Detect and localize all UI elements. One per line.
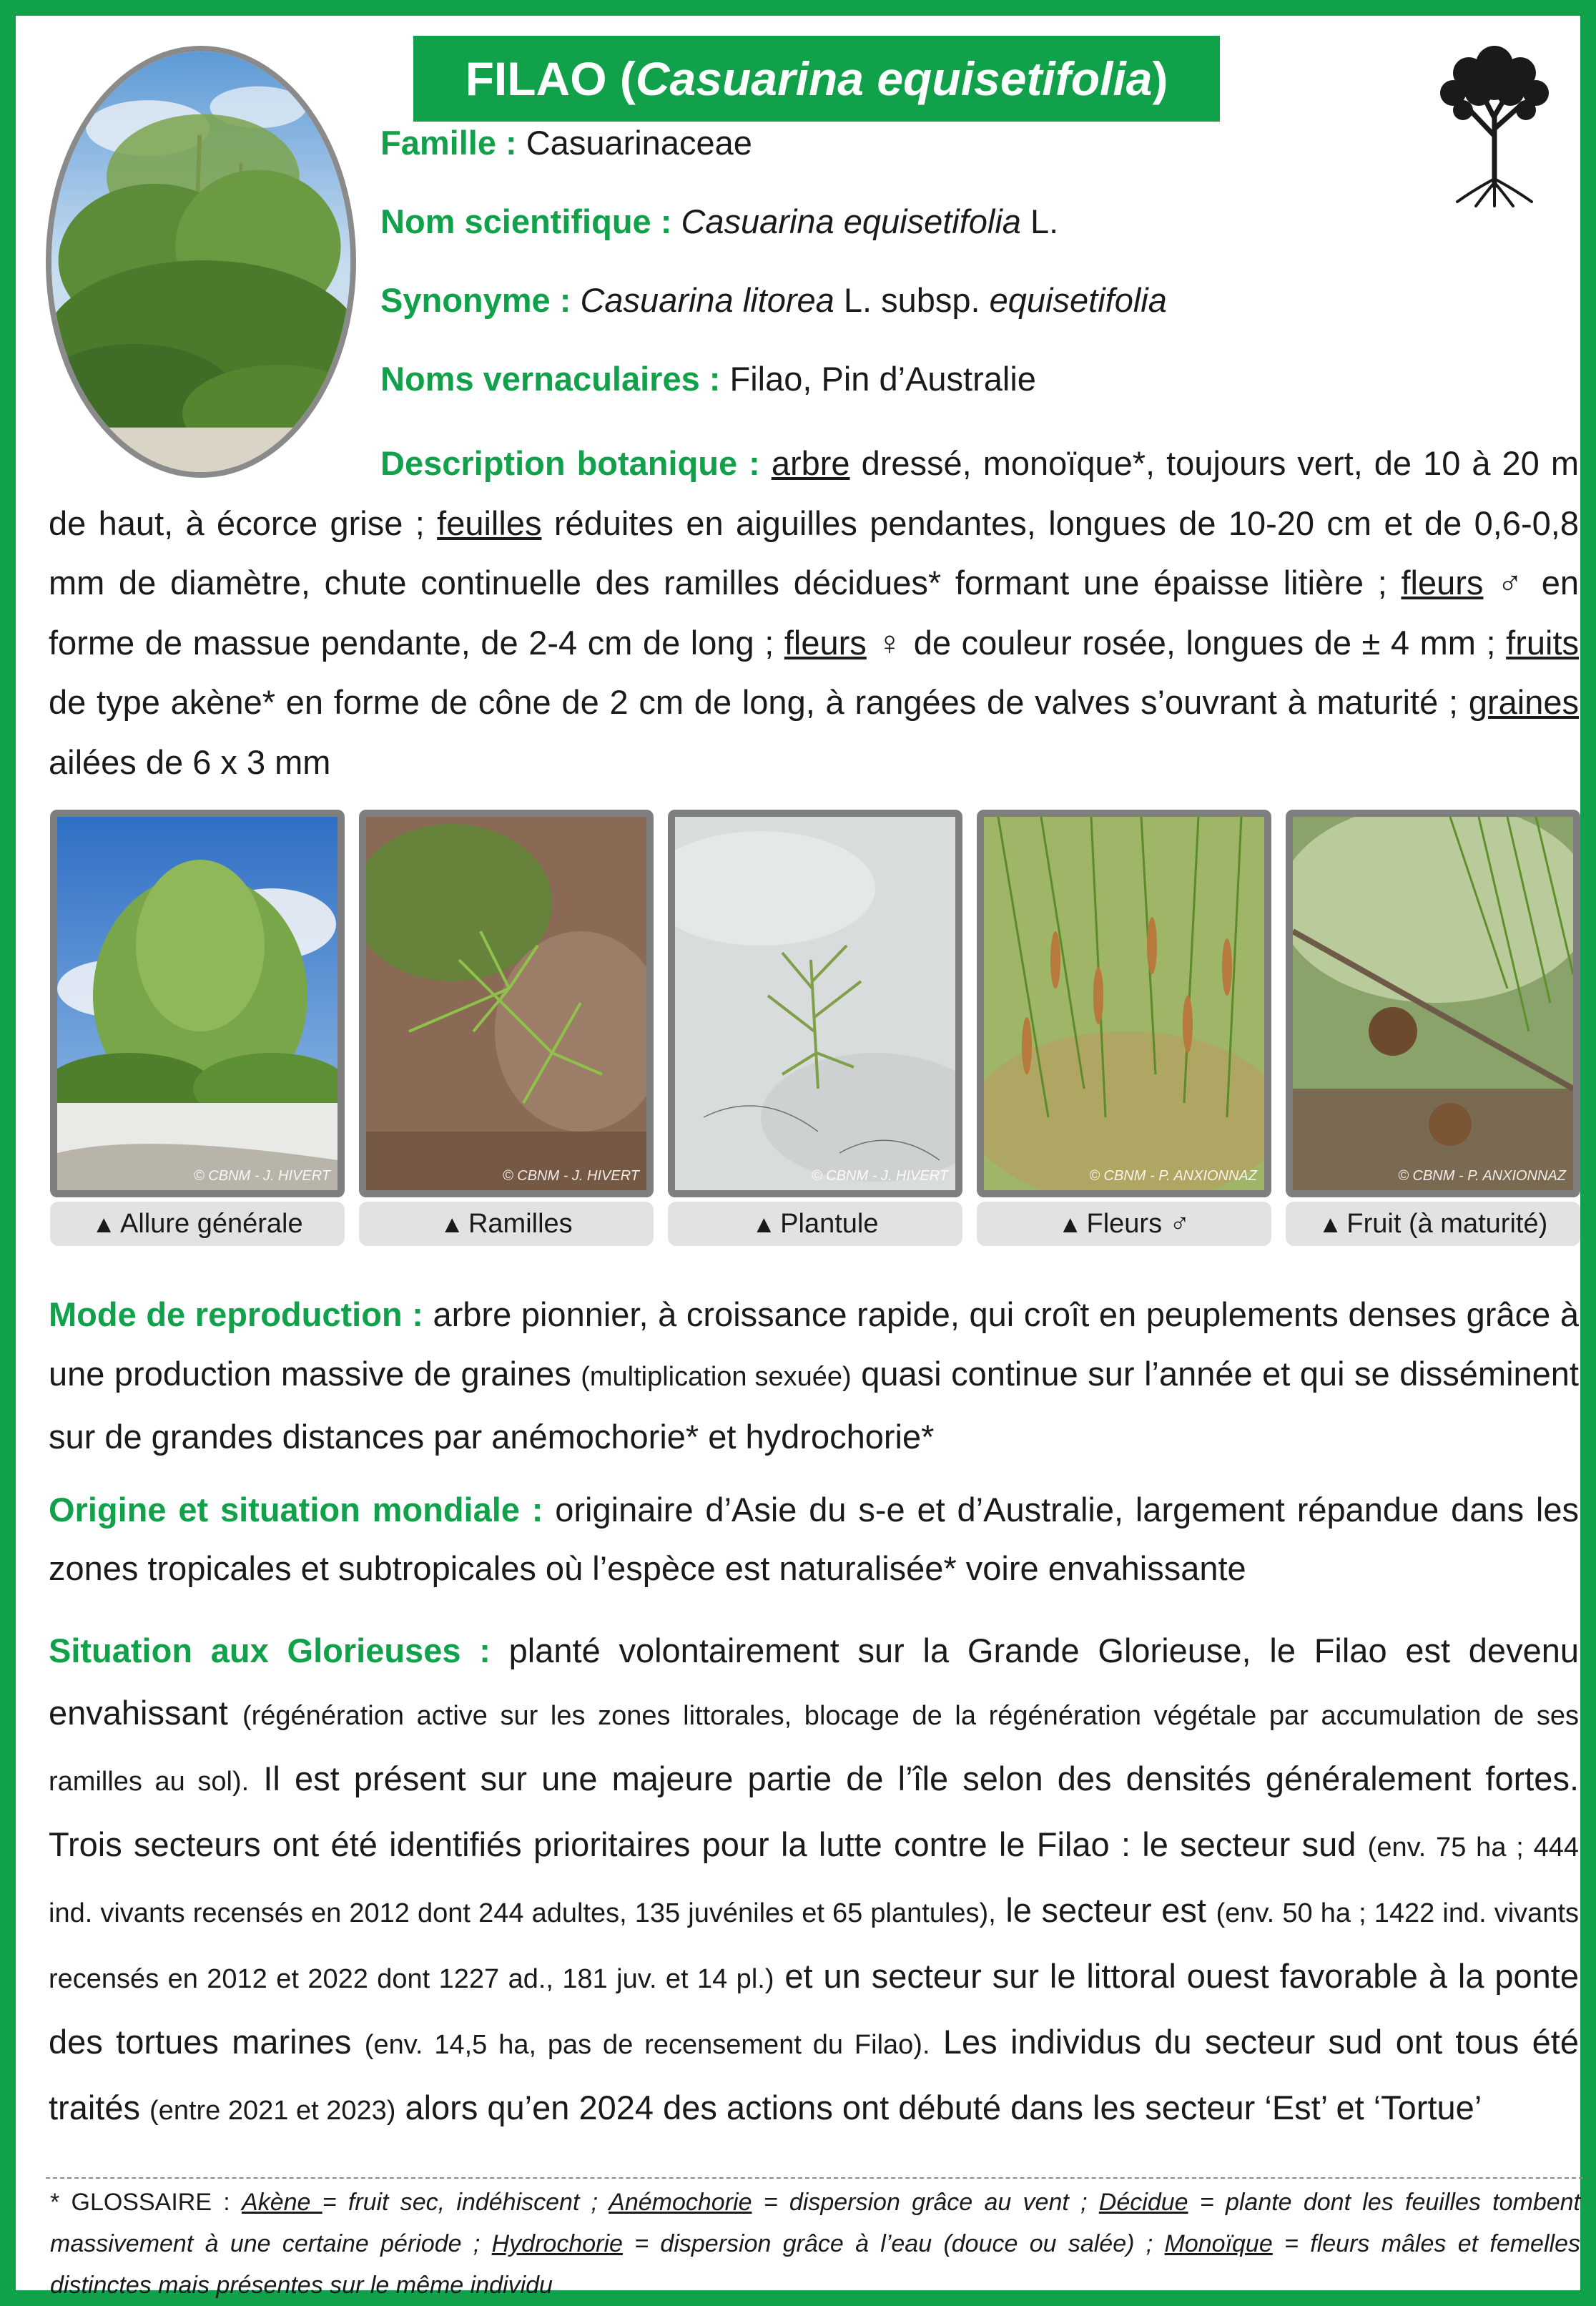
situation-text: planté volontairement sur la Grande Glorieuse, le Filao est devenu envahissant xyxy=(49,1632,1579,1732)
photo-caption xyxy=(359,1202,654,1246)
photo-credit: © CBNM - J. HIVERT xyxy=(193,1168,330,1184)
photo-caption xyxy=(1286,1202,1580,1246)
situation-note: (entre 2021 et 2023) xyxy=(149,2096,396,2126)
situation-note: (env. 50 ha ; 1422 ind. vivants recensés en 2012 et 2022 dont 1227 ad., 181 juv. et 14 pl.) xyxy=(49,1898,1580,1994)
photo-credit: © CBNM - P. ANXIONNAZ xyxy=(1089,1168,1257,1184)
reproduction-label: Mode de reproduction : xyxy=(49,1295,423,1333)
situation-text: Il est présent sur une majeure partie de l’île selon des densités généralement fortes. Trois secteurs ont été identifiés prioritaires pour la lutte contre le Filao : le secteur sud xyxy=(49,1760,1580,1863)
triangle-up-icon: ▲ xyxy=(752,1211,777,1238)
noms-vernaculaires-label: Noms vernaculaires : xyxy=(380,360,721,398)
desc-term: feuilles xyxy=(437,504,542,542)
section-reproduction xyxy=(49,1285,1579,1466)
synonyme-part2: L. subsp. xyxy=(834,281,990,319)
photo-card-fruit xyxy=(1286,810,1580,1246)
tree-photo-oval xyxy=(46,46,356,478)
reproduction-text: arbre pionnier, à croissance rapide, qui croît en peuplements denses grâce à une production massive de graines xyxy=(49,1295,1579,1393)
situation-text: alors qu’en 2024 des actions ont débuté dans les secteur ‘Est’ et ‘Tortue’ xyxy=(395,2089,1482,2126)
photo-credit: © CBNM - J. HIVERT xyxy=(502,1168,639,1184)
origine-label: Origine et situation mondiale : xyxy=(49,1491,543,1529)
situation-label: Situation aux Glorieuses : xyxy=(49,1632,491,1669)
famille-value: Casuarinaceae xyxy=(526,124,752,162)
desc-text: de type akène* en forme de cône de 2 cm de long, à rangées de valves s’ouvrant à maturité ; xyxy=(49,683,1469,721)
situation-text: le secteur est xyxy=(995,1891,1216,1929)
glossary-def: = fruit sec, indéhiscent ; xyxy=(322,2189,609,2216)
desc-text: dressé, monoïque*, toujours vert, de 10 à 20 m de haut, à écorce grise ; xyxy=(49,444,1579,542)
triangle-up-icon: ▲ xyxy=(440,1211,464,1238)
nom-scientifique-value: Casuarina equisetifolia xyxy=(681,202,1021,240)
famille-label: Famille : xyxy=(380,124,517,162)
situation-note: (env. 75 ha ; 444 ind. vivants recensés en 2012 dont 244 adultes, 135 juvéniles et 65 plantules), xyxy=(49,1832,1579,1928)
photo-plantule xyxy=(668,810,962,1197)
photo-ramilles xyxy=(359,810,654,1197)
desc-text: réduites en aiguilles pendantes, longues de 10-20 cm et de 0,6-0,8 mm de diamètre, chute continuelle des ramilles décidues* formant une épaisse litière ; xyxy=(49,504,1579,602)
desc-text: ♂ en forme de massue pendante, de 2-4 cm de long ; xyxy=(49,564,1579,662)
page-title xyxy=(413,36,1220,122)
nom-scientifique-label: Nom scientifique : xyxy=(380,202,672,240)
synonyme-label: Synonyme : xyxy=(380,281,571,319)
tree-logo-icon xyxy=(1432,36,1557,207)
title-scientific-name: Casuarina equisetifolia xyxy=(635,52,1153,105)
desc-text: ailées de 6 x 3 mm xyxy=(49,742,331,781)
title-close-paren: ) xyxy=(1152,52,1168,105)
description-botanique xyxy=(49,433,1579,792)
reproduction-text: quasi continue sur l’année et qui se disséminent sur de grandes distances par anémochorie* et hydrochorie* xyxy=(49,1355,1579,1456)
noms-vernaculaires-value: Filao, Pin d’Australie xyxy=(729,360,1036,398)
glossary-term: Anémochorie xyxy=(609,2189,752,2216)
photo-gallery xyxy=(50,810,1580,1246)
glossary-def: = dispersion grâce au vent ; xyxy=(752,2189,1099,2216)
photo-caption xyxy=(977,1202,1271,1246)
photo-credit: © CBNM - J. HIVERT xyxy=(811,1168,948,1184)
situation-text: et un secteur sur le littoral ouest favorable à la ponte des tortues marines xyxy=(49,1957,1579,2061)
desc-text: ♀ de couleur rosée, longues de ± 4 mm ; xyxy=(866,623,1507,662)
desc-term: fleurs xyxy=(784,623,867,662)
description-label: Description botanique : xyxy=(380,444,760,482)
field-nom-scientifique xyxy=(380,200,1058,243)
section-situation xyxy=(49,1619,1579,2142)
caption-text: Plantule xyxy=(780,1209,879,1239)
synonyme-part3: equisetifolia xyxy=(989,281,1167,319)
photo-card-plantule xyxy=(668,810,962,1246)
origine-text: originaire d’Asie du s-e et d’Australie, largement répandue dans les zones tropicales et subtropicales où l’espèce est naturalisée* voire envahissante xyxy=(49,1491,1579,1587)
glossary-term: Décidue xyxy=(1098,2189,1188,2216)
desc-term: graines xyxy=(1468,683,1579,721)
desc-term: arbre xyxy=(771,444,850,482)
situation-note: (régénération active sur les zones littorales, blocage de la régénération végétale par accumulation de ses ramilles au sol). xyxy=(49,1701,1579,1797)
triangle-up-icon: ▲ xyxy=(92,1211,117,1238)
glossary-term: Monoïque xyxy=(1164,2230,1273,2257)
caption-text: Fruit (à maturité) xyxy=(1346,1209,1548,1239)
glossary-term: Akène xyxy=(242,2189,322,2216)
glossary xyxy=(46,2177,1583,2306)
photo-card-ramilles xyxy=(359,810,654,1246)
photo-credit: © CBNM - P. ANXIONNAZ xyxy=(1398,1168,1566,1184)
nom-scientifique-author: L. xyxy=(1020,202,1059,240)
photo-card-fleurs xyxy=(977,810,1271,1246)
triangle-up-icon: ▲ xyxy=(1058,1211,1083,1238)
glossary-head: * GLOSSAIRE : xyxy=(50,2189,242,2216)
glossary-def: = fleurs mâles et femelles distinctes mais présentes sur le même individu xyxy=(50,2230,1580,2299)
photo-caption xyxy=(668,1202,962,1246)
synonyme-part1: Casuarina litorea xyxy=(580,281,834,319)
glossary-term: Hydrochorie xyxy=(491,2230,623,2257)
caption-text: Fleurs ♂ xyxy=(1086,1209,1191,1239)
title-common-name: FILAO ( xyxy=(465,52,636,105)
reproduction-note: (multiplication sexuée) xyxy=(581,1362,852,1392)
triangle-up-icon: ▲ xyxy=(1318,1211,1343,1238)
photo-allure-generale xyxy=(50,810,345,1197)
photo-card-allure xyxy=(50,810,345,1246)
situation-note: (env. 14,5 ha, pas de recensement du Filao). xyxy=(364,2030,930,2060)
field-noms-vernaculaires xyxy=(380,358,1036,401)
glossary-def: = plante dont les feuilles tombent massivement à une certaine période ; xyxy=(50,2189,1580,2257)
section-origine xyxy=(49,1481,1579,1598)
glossary-def: = dispersion grâce à l’eau (douce ou salée) ; xyxy=(622,2230,1165,2257)
photo-fruit-maturite xyxy=(1286,810,1580,1197)
situation-text: Les individus du secteur sud ont tous été traités xyxy=(49,2023,1579,2126)
field-synonyme xyxy=(380,279,1167,322)
field-famille xyxy=(380,122,752,165)
desc-term: fleurs xyxy=(1401,564,1484,602)
photo-caption xyxy=(50,1202,345,1246)
photo-fleurs-male xyxy=(977,810,1271,1197)
caption-text: Ramilles xyxy=(468,1209,573,1239)
desc-term: fruits xyxy=(1506,623,1580,662)
caption-text: Allure générale xyxy=(120,1209,303,1239)
